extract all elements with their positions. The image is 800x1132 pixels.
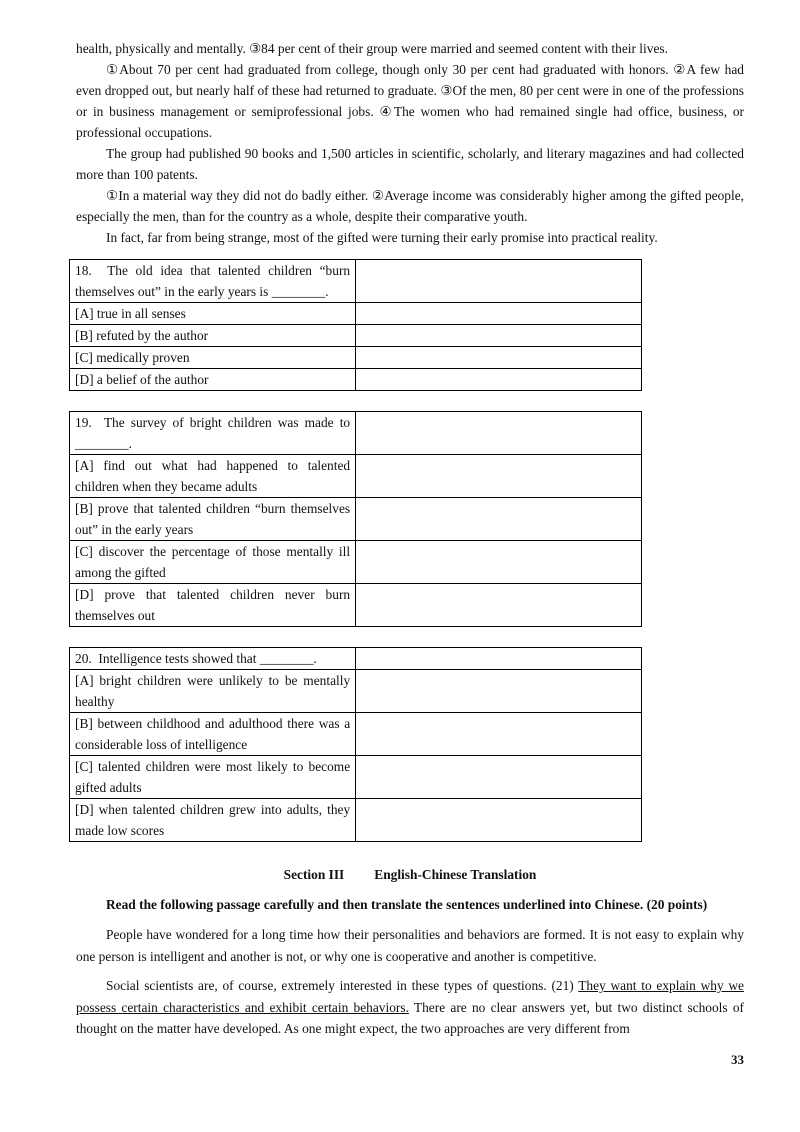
translation-paragraph: People have wondered for a long time how their personalities and behaviors are formed. It is not easy to explain why one person is intelligent and another is not, or why one is cooperative and another is competitive.: [76, 927, 744, 964]
section-title: English-Chinese Translation: [374, 867, 537, 882]
option-a: [A] true in all senses: [70, 303, 356, 325]
answer-cell: [356, 455, 642, 498]
answer-cell: [356, 325, 642, 347]
question-19-table: [69, 411, 642, 627]
translation-passage: [76, 924, 744, 1040]
answer-cell: [356, 648, 642, 670]
passage-paragraph: The group had published 90 books and 1,500 articles in scientific, scholarly, and literary magazines and had collected more than 100 patents.: [76, 146, 744, 182]
answer-cell: [356, 756, 642, 799]
translation-text: Social scientists are, of course, extremely interested in these types of questions. (21): [106, 978, 579, 994]
answer-cell: [356, 347, 642, 369]
question-stem: 18. The old idea that talented children “burn themselves out” in the early years is ________.: [70, 260, 356, 303]
translation-text: There are no clear answers yet, but two distinct schools of thought on the matter have developed. As one might expect, the two approaches are very different from: [76, 999, 745, 1037]
question-stem: 19. The survey of bright children was made to ________.: [70, 412, 356, 455]
answer-cell: [356, 584, 642, 627]
option-d: [D] prove that talented children never burn themselves out: [70, 584, 356, 627]
answer-cell: [356, 713, 642, 756]
option-b: [B] prove that talented children “burn themselves out” in the early years: [70, 498, 356, 541]
option-d: [D] a belief of the author: [70, 369, 356, 391]
translation-paragraph: [76, 975, 744, 1040]
answer-cell: [356, 541, 642, 584]
answer-cell: [356, 412, 642, 455]
option-c: [C] discover the percentage of those mentally ill among the gifted: [70, 541, 356, 584]
section-heading: [76, 864, 744, 885]
answer-cell: [356, 369, 642, 391]
option-a: [A] find out what had happened to talented children when they became adults: [70, 455, 356, 498]
passage-paragraph: In fact, far from being strange, most of the gifted were turning their early promise into practical reality.: [106, 230, 658, 245]
answer-cell: [356, 303, 642, 325]
option-c: [C] medically proven: [70, 347, 356, 369]
document-page: [76, 38, 744, 1040]
answer-cell: [356, 260, 642, 303]
option-b: [B] refuted by the author: [70, 325, 356, 347]
option-c: [C] talented children were most likely to become gifted adults: [70, 756, 356, 799]
passage-paragraph: health, physically and mentally. ③84 per cent of their group were married and seemed content with their lives.: [76, 41, 668, 56]
question-20-table: [69, 647, 642, 842]
passage-paragraph: ①About 70 per cent had graduated from college, though only 30 per cent had graduated with honors. ②A few had even dropped out, but nearly half of these had returned to graduate. ③Of the men, 80 per cent were in one of the professions or in business management or semiprofessional jobs. ④The women who had remained single had office, business, or professional occupations.: [76, 62, 744, 140]
answer-cell: [356, 498, 642, 541]
passage-paragraph: ①In a material way they did not do badly either. ②Average income was considerably higher among the gifted people, especially the men, than for the country as a whole, despite their comparative youth.: [76, 188, 744, 224]
answer-cell: [356, 670, 642, 713]
answer-cell: [356, 799, 642, 842]
section-instruction: Read the following passage carefully and then translate the sentences underlined into Chinese. (20 points): [106, 897, 708, 912]
page-number: 33: [731, 1052, 744, 1067]
option-b: [B] between childhood and adulthood there was a considerable loss of intelligence: [70, 713, 356, 756]
question-18-table: [69, 259, 642, 391]
section-label: Section III: [283, 867, 345, 882]
underlined-sentence-21: They want to explain why we possess certain characteristics and exhibit certain behaviors.: [76, 978, 744, 1015]
option-a: [A] bright children were unlikely to be mentally healthy: [70, 670, 356, 713]
question-stem: 20. Intelligence tests showed that ________.: [70, 648, 356, 670]
option-d: [D] when talented children grew into adults, they made low scores: [70, 799, 356, 842]
reading-passage: [76, 38, 744, 248]
